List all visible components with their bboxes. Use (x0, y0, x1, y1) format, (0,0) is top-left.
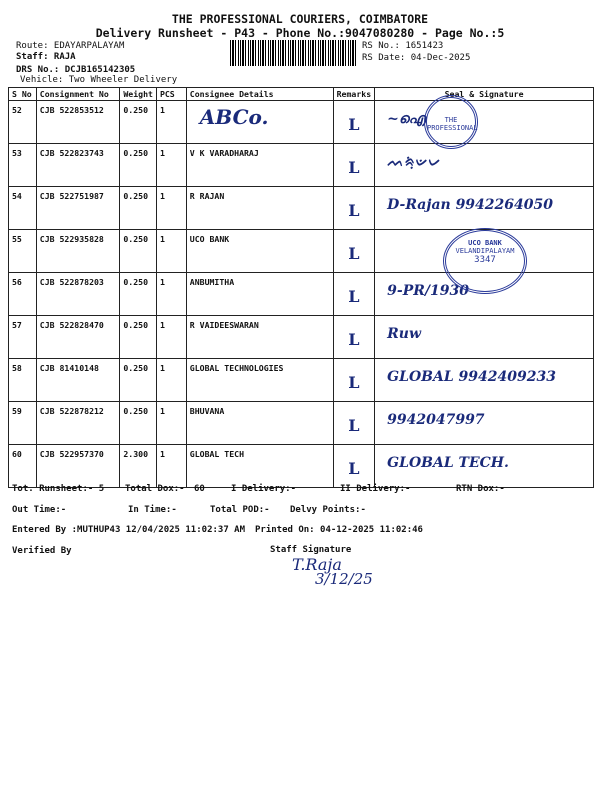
sno-cell (9, 273, 37, 316)
pcs-cell-text: 1 (159, 191, 165, 201)
total-dox-label: Total Dox:- (125, 484, 185, 494)
weight-cell-text: 0.250 (123, 148, 149, 158)
consignee-cell (186, 273, 333, 316)
weight-cell (120, 101, 157, 144)
pcs-cell-text: 1 (159, 148, 165, 158)
pcs-cell (156, 101, 186, 144)
verified-by: Verified By (12, 546, 72, 556)
consignee-cell-text: UCO BANK (189, 234, 230, 244)
consignee-cell (186, 230, 333, 273)
vehicle-label: Vehicle: Two Wheeler Delivery (20, 75, 178, 85)
sno-cell-text: 58 (12, 363, 22, 373)
signature-cell (375, 445, 594, 488)
consignment-cell-text: CJB 522823743 (39, 148, 104, 158)
sno-cell-text: 57 (12, 320, 22, 330)
sno-cell (9, 101, 37, 144)
handwritten-consignee: ABCo. (199, 105, 269, 129)
col-remarks: Remarks (333, 88, 375, 101)
table-row (9, 359, 594, 402)
consignment-cell (36, 273, 120, 316)
weight-cell-text: 0.250 (123, 191, 149, 201)
uco-bank-stamp (443, 228, 527, 294)
consignment-cell (36, 316, 120, 359)
remark-mark: L (348, 287, 360, 306)
pcs-cell-text: 1 (159, 105, 165, 115)
consignee-cell (186, 187, 333, 230)
weight-cell (120, 359, 157, 402)
consignee-cell (186, 316, 333, 359)
consignee-cell-text: R VAIDEESWARAN (189, 320, 259, 330)
remarks-cell (333, 273, 375, 316)
uco-stamp-line1: UCO BANK (468, 239, 502, 247)
weight-cell (120, 402, 157, 445)
table-row (9, 187, 594, 230)
pcs-cell (156, 316, 186, 359)
signature-cell (375, 316, 594, 359)
remark-mark: L (348, 330, 360, 349)
handwritten-signature: GLOBAL 9942409233 (387, 369, 556, 385)
signature-cell (375, 187, 594, 230)
remark-mark: L (348, 373, 360, 392)
consignee-cell (186, 445, 333, 488)
pcs-cell (156, 402, 186, 445)
sno-cell (9, 402, 37, 445)
out-time: Out Time:- (12, 505, 67, 515)
company-seal-stamp (424, 95, 478, 149)
total-pod: Total POD:- (210, 505, 270, 515)
weight-cell-text: 0.250 (123, 320, 149, 330)
tot-runsheet: Tot. Runsheet:- 5 (12, 484, 105, 494)
col-sno: S No (9, 88, 37, 101)
col-consignee: Consignee Details (186, 88, 333, 101)
i-delivery: I Delivery:- (231, 484, 297, 494)
seal-text: THE PROFESSIONAL (427, 116, 478, 132)
table-row (9, 316, 594, 359)
col-seal-signature: Seal & Signature (375, 88, 594, 101)
consignee-cell (186, 359, 333, 402)
consignment-cell (36, 101, 120, 144)
pcs-cell-text: 1 (159, 363, 165, 373)
consignee-cell-text: ANBUMITHA (189, 277, 235, 287)
remarks-cell (333, 230, 375, 273)
remark-mark: L (348, 416, 360, 435)
remarks-cell (333, 402, 375, 445)
consignment-cell-text: CJB 522878212 (39, 406, 104, 416)
sno-cell-text: 53 (12, 148, 22, 158)
weight-cell-text: 2.300 (123, 449, 149, 459)
sno-cell (9, 187, 37, 230)
weight-cell-text: 0.250 (123, 363, 149, 373)
total-dox-value: 60 (194, 484, 205, 494)
pcs-cell (156, 230, 186, 273)
consignment-cell-text: CJB 522878203 (39, 277, 104, 287)
consignee-cell-text: V K VARADHARAJ (189, 148, 259, 158)
remarks-cell (333, 187, 375, 230)
pcs-cell (156, 445, 186, 488)
weight-cell-text: 0.250 (123, 406, 149, 416)
weight-cell (120, 445, 157, 488)
sno-cell-text: 54 (12, 191, 22, 201)
col-consignment: Consignment No (36, 88, 120, 101)
handwritten-signature: D-Rajan 9942264050 (387, 197, 553, 213)
pcs-cell-text: 1 (159, 449, 165, 459)
sno-cell-text: 60 (12, 449, 22, 459)
staff-signature-label: Staff Signature (270, 545, 352, 555)
signature-cell (375, 359, 594, 402)
weight-cell-text: 0.250 (123, 234, 149, 244)
table-row (9, 402, 594, 445)
consignment-cell (36, 144, 120, 187)
remarks-cell (333, 316, 375, 359)
consignment-cell-text: CJB 81410148 (39, 363, 99, 373)
weight-cell (120, 316, 157, 359)
remarks-cell (333, 101, 375, 144)
consignment-cell-text: CJB 522853512 (39, 105, 104, 115)
consignment-cell-text: CJB 522828470 (39, 320, 104, 330)
handwritten-signature: ~ഐ (387, 111, 426, 127)
pcs-cell (156, 144, 186, 187)
printed-on: Printed On: 04-12-2025 11:02:46 (255, 525, 423, 535)
pcs-cell-text: 1 (159, 406, 165, 416)
entered-by: Entered By :MUTHUP43 12/04/2025 11:02:37 AM (12, 525, 245, 535)
consignment-cell-text: CJB 522957370 (39, 449, 104, 459)
handwritten-signature: Ruw (387, 326, 422, 342)
consignment-cell-text: CJB 522751987 (39, 191, 104, 201)
runsheet-title: Delivery Runsheet - P43 - Phone No.:9047080280 - Page No.:5 (95, 26, 505, 40)
table-row (9, 101, 594, 144)
consignment-cell-text: CJB 522935828 (39, 234, 104, 244)
consignee-cell-text: GLOBAL TECH (189, 449, 245, 459)
consignment-cell (36, 445, 120, 488)
rtn-dox: RTN Dox:- (456, 484, 505, 494)
remarks-cell (333, 144, 375, 187)
signature-cell (375, 101, 594, 144)
table-row (9, 144, 594, 187)
barcode (230, 40, 358, 66)
remarks-cell (333, 445, 375, 488)
sno-cell-text: 56 (12, 277, 22, 287)
in-time: In Time:- (128, 505, 177, 515)
ii-delivery: II Delivery:- (340, 484, 411, 494)
remark-mark: L (348, 158, 360, 177)
pcs-cell (156, 273, 186, 316)
sno-cell (9, 316, 37, 359)
sno-cell-text: 52 (12, 105, 22, 115)
uco-stamp-line2: VELANDIPALAYAM (455, 247, 515, 255)
col-weight: Weight (120, 88, 157, 101)
consignee-cell-text: GLOBAL TECHNOLOGIES (189, 363, 284, 373)
weight-cell (120, 144, 157, 187)
weight-cell (120, 273, 157, 316)
remark-mark: L (348, 201, 360, 220)
consignee-cell (186, 101, 333, 144)
remark-mark: L (348, 459, 360, 478)
signature-cell (375, 402, 594, 445)
sno-cell-text: 59 (12, 406, 22, 416)
handwritten-signature: ᨓᨑᨘᨗᨉᨆ (387, 154, 440, 170)
remark-mark: L (348, 244, 360, 263)
table-header-row (9, 88, 594, 101)
company-title: THE PROFESSIONAL COURIERS, COIMBATORE (171, 12, 429, 26)
handwritten-signature: 9942047997 (387, 412, 485, 428)
pcs-cell (156, 187, 186, 230)
weight-cell (120, 230, 157, 273)
uco-stamp-line3: 3347 (474, 255, 496, 265)
weight-cell-text: 0.250 (123, 277, 149, 287)
remark-mark: L (348, 115, 360, 134)
signature-cell (375, 144, 594, 187)
staff-signature-date: 3/12/25 (315, 570, 373, 588)
sno-cell (9, 230, 37, 273)
sno-cell-text: 55 (12, 234, 22, 244)
delvy-points: Delvy Points:- (290, 505, 366, 515)
table-row (9, 445, 594, 488)
weight-cell (120, 187, 157, 230)
consignee-cell-text: BHUVANA (189, 406, 225, 416)
staff-label: Staff: RAJA (16, 52, 76, 62)
rs-date: RS Date: 04-Dec-2025 (362, 53, 471, 63)
drs-number: DRS No.: DCJB165142305 (16, 65, 136, 75)
pcs-cell-text: 1 (159, 277, 165, 287)
sno-cell (9, 359, 37, 402)
handwritten-signature: 9-PR/1930 (387, 283, 469, 299)
staff-signature-hand: T.Raja (292, 555, 342, 574)
consignee-cell (186, 402, 333, 445)
weight-cell-text: 0.250 (123, 105, 149, 115)
sno-cell (9, 445, 37, 488)
handwritten-signature: GLOBAL TECH. (387, 455, 509, 471)
pcs-cell-text: 1 (159, 320, 165, 330)
route-label: Route: EDAYARPALAYAM (16, 41, 125, 51)
pcs-cell (156, 359, 186, 402)
consignment-cell (36, 187, 120, 230)
consignee-cell (186, 144, 333, 187)
consignment-cell (36, 402, 120, 445)
col-pcs: PCS (156, 88, 186, 101)
remarks-cell (333, 359, 375, 402)
rs-number: RS No.: 1651423 (362, 41, 444, 51)
consignment-cell (36, 230, 120, 273)
consignment-cell (36, 359, 120, 402)
sno-cell (9, 144, 37, 187)
pcs-cell-text: 1 (159, 234, 165, 244)
consignee-cell-text: R RAJAN (189, 191, 225, 201)
